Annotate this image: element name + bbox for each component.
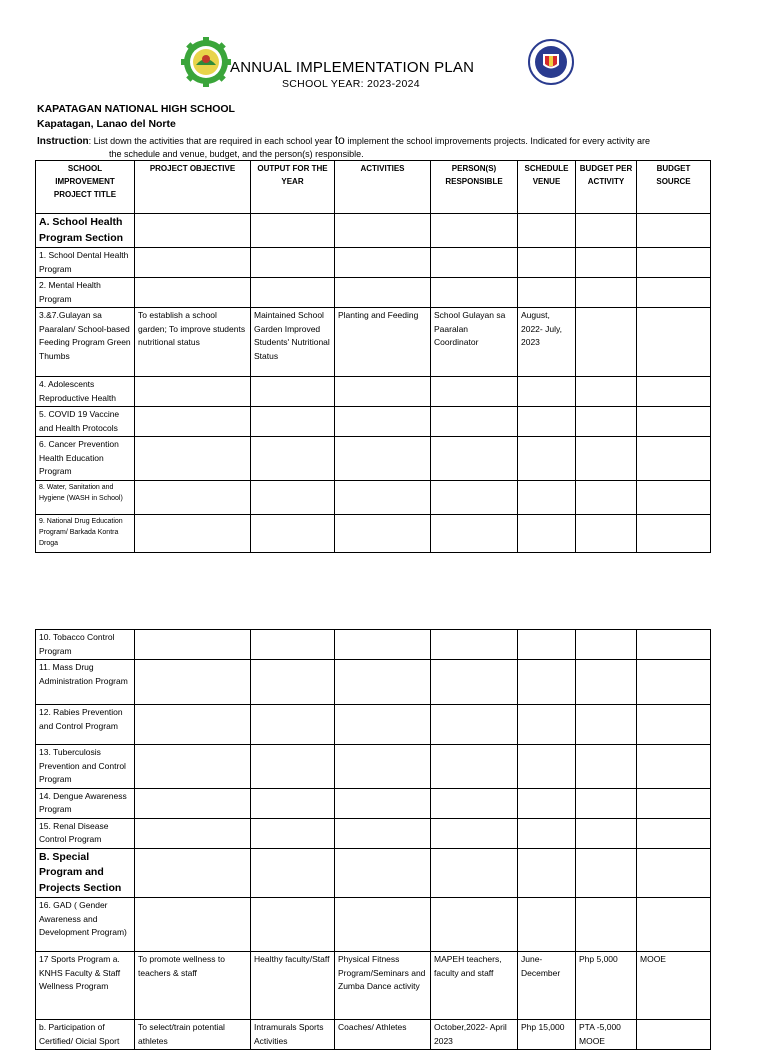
table-cell: Coaches/ Athletes [335, 1020, 431, 1050]
table-cell: MOOE [637, 952, 711, 1020]
table-cell [335, 660, 431, 705]
table-cell [637, 1020, 711, 1050]
table-cell [335, 898, 431, 952]
table-cell [135, 745, 251, 789]
instruction-part-a: : List down the activities that are required in each school year [88, 136, 335, 146]
table-row [36, 818, 711, 848]
table-cell [637, 437, 711, 481]
table-cell: 17 Sports Program a. KNHS Faculty & Staff Wellness Program [36, 952, 135, 1020]
column-header: OUTPUT FOR THE YEAR [251, 161, 335, 214]
instruction-to: to [334, 133, 345, 147]
table-cell [637, 514, 711, 552]
instruction-part-b: implement the school improvements projects. Indicated for every activity are [344, 136, 650, 146]
school-name: KAPATAGAN NATIONAL HIGH SCHOOL [37, 103, 235, 115]
page-title: ANNUAL IMPLEMENTATION PLAN [230, 59, 475, 76]
table-cell [576, 818, 637, 848]
table-cell [251, 480, 335, 514]
table-cell [431, 278, 518, 308]
table-cell [135, 214, 251, 248]
table-cell [431, 480, 518, 514]
table-cell: 8. Water, Sanitation and Hygiene (WASH in School) [36, 480, 135, 514]
table-cell [518, 377, 576, 407]
table-cell [335, 248, 431, 278]
table-cell [431, 630, 518, 660]
table-cell [637, 705, 711, 745]
table-cell [637, 407, 711, 437]
table-cell: 5. COVID 19 Vaccine and Health Protocols [36, 407, 135, 437]
table-cell [518, 437, 576, 481]
table-cell [135, 248, 251, 278]
column-header: ACTIVITIES [335, 161, 431, 214]
table-cell: To select/train potential athletes [135, 1020, 251, 1050]
table-cell [431, 705, 518, 745]
table-cell: 13. Tuberculosis Prevention and Control Program [36, 745, 135, 789]
table-cell: Healthy faculty/Staff [251, 952, 335, 1020]
table-cell [576, 407, 637, 437]
table-cell [576, 898, 637, 952]
table-row [36, 952, 711, 1020]
table-cell: 15. Renal Disease Control Program [36, 818, 135, 848]
table-cell [251, 214, 335, 248]
table-cell [576, 248, 637, 278]
table-cell [637, 788, 711, 818]
table-cell [518, 818, 576, 848]
table-cell [431, 898, 518, 952]
table-cell [335, 407, 431, 437]
table-cell [518, 848, 576, 898]
column-header: BUDGET PER ACTIVITY [576, 161, 637, 214]
table-cell [518, 705, 576, 745]
table-cell [335, 437, 431, 481]
table-cell [135, 437, 251, 481]
table-cell [637, 480, 711, 514]
table-cell [135, 630, 251, 660]
table-cell [335, 630, 431, 660]
table-cell: 6. Cancer Prevention Health Education Program [36, 437, 135, 481]
table-row [36, 630, 711, 660]
deped-seal-logo [526, 38, 576, 86]
table-cell [576, 278, 637, 308]
table-cell [335, 377, 431, 407]
table-cell [576, 437, 637, 481]
table-cell [576, 377, 637, 407]
table-cell [251, 248, 335, 278]
table-cell [637, 278, 711, 308]
table-cell [518, 407, 576, 437]
section-title: B. Special Program and Projects Section [36, 848, 135, 898]
table-cell: 1. School Dental Health Program [36, 248, 135, 278]
table-cell: 11. Mass Drug Administration Program [36, 660, 135, 705]
instruction-text [37, 134, 737, 160]
table-cell [251, 630, 335, 660]
table-cell: 10. Tobacco Control Program [36, 630, 135, 660]
table-cell [135, 660, 251, 705]
table-cell: Php 5,000 [576, 952, 637, 1020]
table-cell [251, 898, 335, 952]
table-cell [335, 788, 431, 818]
table-cell [576, 848, 637, 898]
table-cell [637, 630, 711, 660]
table-cell [518, 278, 576, 308]
table-cell [335, 214, 431, 248]
table-cell [431, 214, 518, 248]
table-cell [431, 660, 518, 705]
table-row [36, 407, 711, 437]
table-cell: 16. GAD ( Gender Awareness and Development Program) [36, 898, 135, 952]
table-cell [576, 308, 637, 377]
table-cell [518, 514, 576, 552]
table-cell: Maintained School Garden Improved Students' Nutritional Status [251, 308, 335, 377]
table-cell [135, 818, 251, 848]
table-cell [335, 745, 431, 789]
section-row [36, 848, 711, 898]
column-header: BUDGET SOURCE [637, 161, 711, 214]
table-row [36, 248, 711, 278]
table-cell [576, 630, 637, 660]
table-cell [576, 705, 637, 745]
table-cell: School Gulayan sa Paaralan Coordinator [431, 308, 518, 377]
table-cell [335, 818, 431, 848]
table-cell [251, 514, 335, 552]
table-cell [518, 660, 576, 705]
table-row [36, 278, 711, 308]
table-cell: Planting and Feeding [335, 308, 431, 377]
table-cell [637, 818, 711, 848]
column-header: PROJECT OBJECTIVE [135, 161, 251, 214]
table-cell [431, 407, 518, 437]
table-cell [135, 377, 251, 407]
table-cell [637, 660, 711, 705]
table-cell [135, 848, 251, 898]
table-cell [251, 818, 335, 848]
table-cell [431, 377, 518, 407]
table-cell [431, 437, 518, 481]
table-cell: MAPEH teachers, faculty and staff [431, 952, 518, 1020]
instruction-label: Instruction [37, 136, 89, 147]
table-cell [135, 788, 251, 818]
table-cell: To promote wellness to teachers & staff [135, 952, 251, 1020]
table-cell: Intramurals Sports Activities [251, 1020, 335, 1050]
table-cell [518, 248, 576, 278]
table-row [36, 514, 711, 552]
table-cell: 12. Rabies Prevention and Control Program [36, 705, 135, 745]
table-row [36, 308, 711, 377]
table-cell [431, 848, 518, 898]
table-cell [637, 377, 711, 407]
table-cell [135, 407, 251, 437]
table-row [36, 480, 711, 514]
table-cell [576, 514, 637, 552]
table-cell: 9. National Drug Education Program/ Barkada Kontra Droga [36, 514, 135, 552]
table-cell [431, 248, 518, 278]
table-row [36, 705, 711, 745]
table-cell [335, 848, 431, 898]
table-cell [637, 898, 711, 952]
table-cell [251, 437, 335, 481]
school-address: Kapatagan, Lanao del Norte [37, 118, 176, 130]
table-cell [576, 480, 637, 514]
column-header: PERSON(S) RESPONSIBLE [431, 161, 518, 214]
table-cell [518, 630, 576, 660]
table-cell: 3.&7.Gulayan sa Paaralan/ School-based Feeding Program Green Thumbs [36, 308, 135, 377]
implementation-plan-table-2 [35, 629, 711, 1050]
table-row [36, 1020, 711, 1050]
table-cell [335, 514, 431, 552]
table-cell [251, 377, 335, 407]
column-header: SCHEDULE VENUE [518, 161, 576, 214]
table-cell [251, 848, 335, 898]
table-cell [251, 788, 335, 818]
table-cell [637, 745, 711, 789]
school-year: SCHOOL YEAR: 2023-2024 [282, 78, 420, 90]
table-cell [576, 788, 637, 818]
table-row [36, 745, 711, 789]
table-cell [576, 745, 637, 789]
table-cell [518, 480, 576, 514]
table-cell [431, 818, 518, 848]
table-cell [637, 214, 711, 248]
table-cell [576, 660, 637, 705]
table-cell [518, 214, 576, 248]
table-cell: Physical Fitness Program/Seminars and Zumba Dance activity [335, 952, 431, 1020]
table-cell: 2. Mental Health Program [36, 278, 135, 308]
table-cell: Php 15,000 [518, 1020, 576, 1050]
table-cell: October,2022- April 2023 [431, 1020, 518, 1050]
table-cell: 14. Dengue Awareness Program [36, 788, 135, 818]
table-cell [251, 660, 335, 705]
table-row [36, 660, 711, 705]
table-cell: To establish a school garden; To improve students nutritional status [135, 308, 251, 377]
table-cell [135, 480, 251, 514]
table-cell [335, 278, 431, 308]
column-header: SCHOOL IMPROVEMENT PROJECT TITLE [36, 161, 135, 214]
table-cell [251, 745, 335, 789]
table-cell [135, 705, 251, 745]
table-cell [431, 745, 518, 789]
table-cell [251, 407, 335, 437]
instruction-part-c: the schedule and venue, budget, and the person(s) responsible. [109, 149, 364, 159]
table-row [36, 898, 711, 952]
table-cell [518, 788, 576, 818]
table-cell [431, 514, 518, 552]
table-row [36, 437, 711, 481]
table-row [36, 377, 711, 407]
table-cell [335, 480, 431, 514]
table-cell [431, 788, 518, 818]
section-row [36, 214, 711, 248]
table-cell [251, 705, 335, 745]
table-cell: August, 2022- July, 2023 [518, 308, 576, 377]
table-cell [637, 308, 711, 377]
table-cell [135, 898, 251, 952]
table-cell [576, 214, 637, 248]
table-cell: PTA -5,000 MOOE [576, 1020, 637, 1050]
table-header-row [36, 161, 711, 214]
table-row [36, 788, 711, 818]
table-cell [518, 898, 576, 952]
table-cell [637, 248, 711, 278]
section-title: A. School Health Program Section [36, 214, 135, 248]
table-cell: b. Participation of Certified/ Oicial Sport [36, 1020, 135, 1050]
table-cell [637, 848, 711, 898]
table-cell [135, 278, 251, 308]
table-cell: June- December [518, 952, 576, 1020]
table-cell [251, 278, 335, 308]
table-cell [335, 705, 431, 745]
table-cell [518, 745, 576, 789]
implementation-plan-table-1 [35, 160, 711, 553]
table-cell [135, 514, 251, 552]
table-cell: 4. Adolescents Reproductive Health [36, 377, 135, 407]
